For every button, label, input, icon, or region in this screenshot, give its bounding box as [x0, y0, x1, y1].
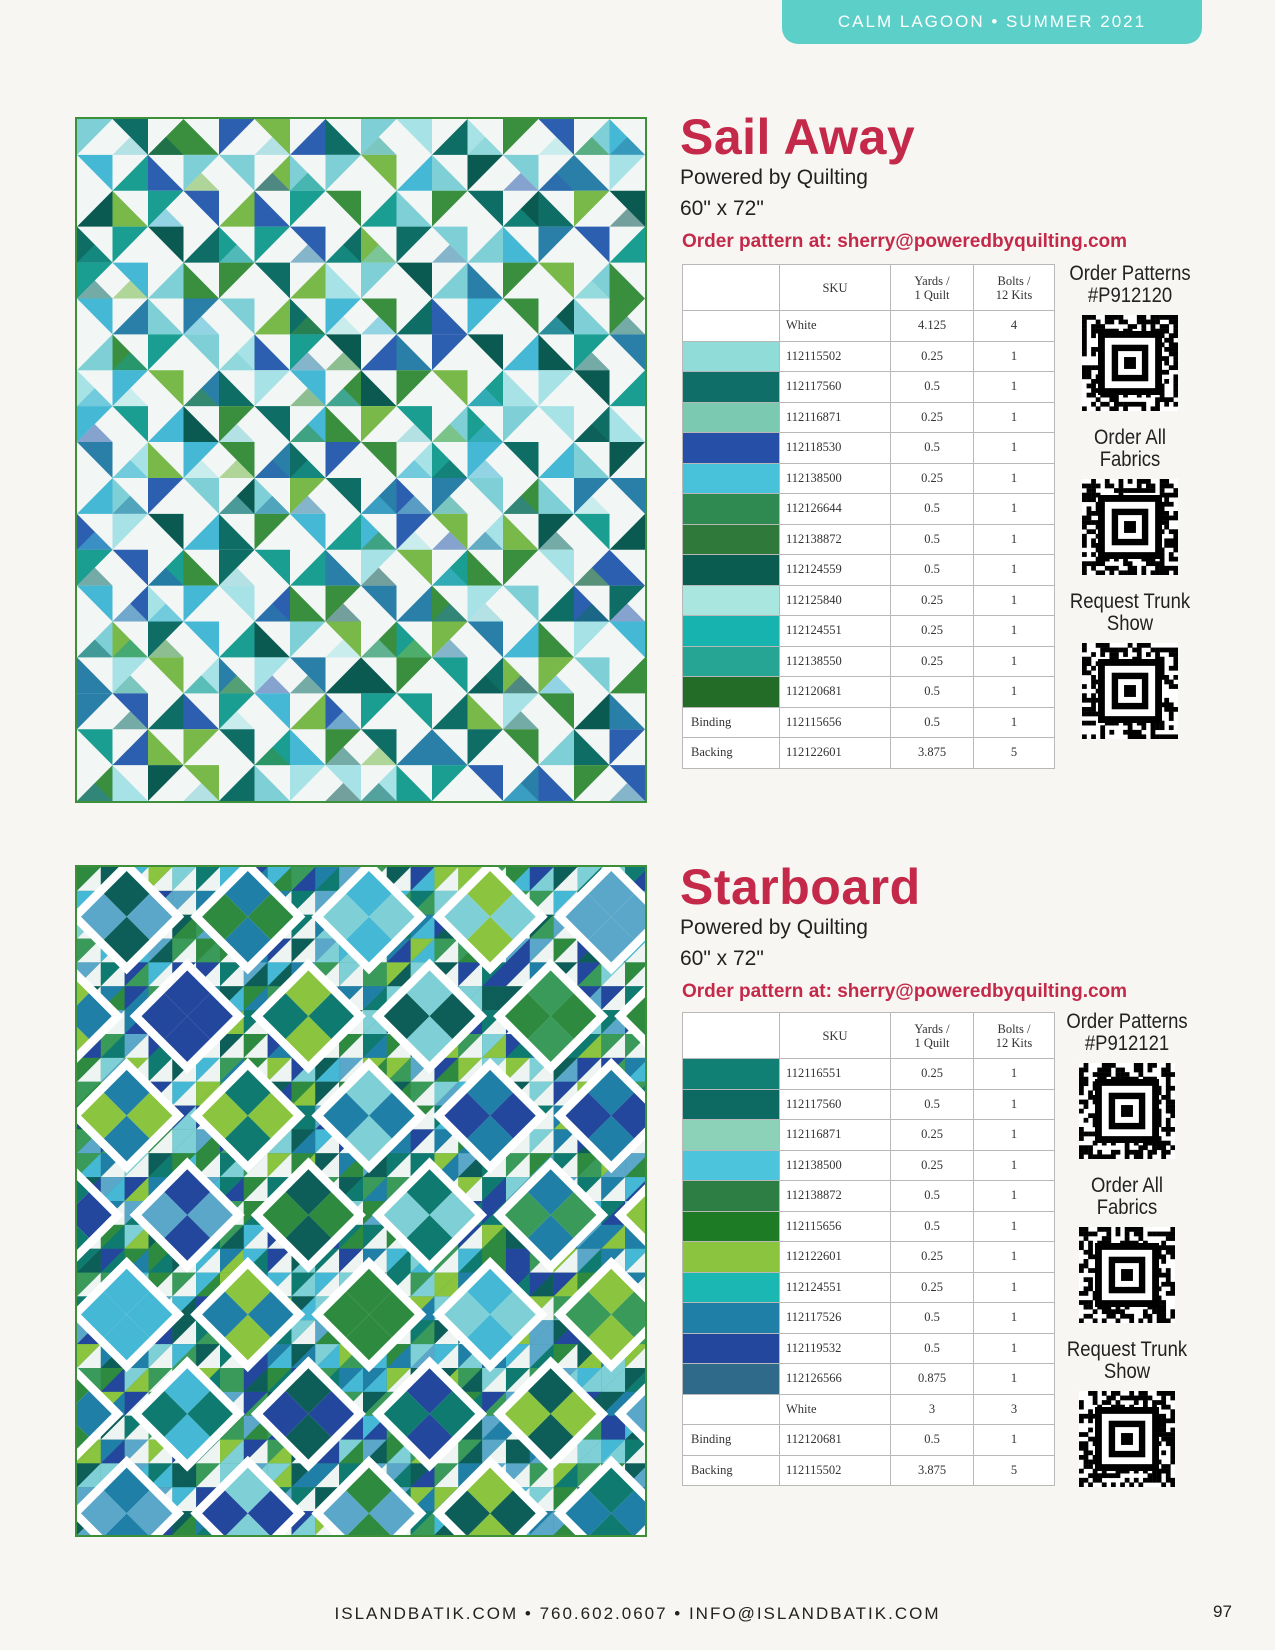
- bolts-cell: 1: [974, 433, 1055, 464]
- fabric-swatch: [683, 341, 780, 372]
- fabric-swatch: [683, 555, 780, 586]
- section-title: Sail Away: [680, 109, 916, 165]
- sku-cell: 112117560: [780, 1089, 891, 1120]
- yards-cell: 0.5: [891, 1211, 974, 1242]
- sku-cell: 112122601: [780, 738, 891, 769]
- yards-header: Yards / 1 Quilt: [891, 265, 974, 311]
- bolts-cell: 1: [974, 677, 1055, 708]
- order-pattern-link[interactable]: Order pattern at: sherry@poweredbyquilting.com: [682, 231, 1128, 252]
- table-row: [683, 1120, 1055, 1151]
- row-label: Binding: [683, 1425, 780, 1456]
- order-patterns-qr-code[interactable]: [1079, 1063, 1175, 1159]
- table-row: [683, 1394, 1055, 1425]
- row-label: Binding: [683, 707, 780, 738]
- bolts-cell: 1: [974, 1211, 1055, 1242]
- catalog-header-text: CALM LAGOON • SUMMER 2021: [837, 12, 1147, 31]
- swatch-header: [683, 265, 780, 311]
- table-row: [683, 1242, 1055, 1273]
- catalog-header-tab: [782, 0, 1202, 44]
- fabric-swatch: [683, 1150, 780, 1181]
- qr-label: Order Patterns #P912120: [1069, 262, 1191, 307]
- qr-label: Order All Fabrics: [1091, 1174, 1163, 1219]
- fabric-swatch: [683, 1394, 780, 1425]
- yards-cell: 4.125: [891, 311, 974, 342]
- table-row: [683, 1181, 1055, 1212]
- qr-column: [1057, 1011, 1197, 1499]
- sku-cell: 112138872: [780, 1181, 891, 1212]
- yards-cell: 3.875: [891, 738, 974, 769]
- bolts-cell: 1: [974, 402, 1055, 433]
- trunk-show-qr-code[interactable]: [1079, 1391, 1175, 1487]
- fabric-swatch: [683, 433, 780, 464]
- bolts-cell: 1: [974, 524, 1055, 555]
- section-title: Starboard: [680, 859, 921, 915]
- table-row: [683, 1150, 1055, 1181]
- yards-cell: 0.5: [891, 1425, 974, 1456]
- bolts-cell: 1: [974, 1425, 1055, 1456]
- yards-cell: 0.875: [891, 1364, 974, 1395]
- table-row: [683, 1272, 1055, 1303]
- yards-cell: 0.25: [891, 402, 974, 433]
- sku-cell: 112125840: [780, 585, 891, 616]
- bolts-cell: 1: [974, 646, 1055, 677]
- table-row: [683, 1303, 1055, 1334]
- fabric-swatch: [683, 372, 780, 403]
- qr-label: Order All Fabrics: [1094, 426, 1166, 471]
- fabric-swatch: [683, 1089, 780, 1120]
- fabric-swatch: [683, 1272, 780, 1303]
- fabric-swatch: [683, 1364, 780, 1395]
- sku-cell: 112126566: [780, 1364, 891, 1395]
- bolts-cell: 1: [974, 1333, 1055, 1364]
- sku-cell: 112116871: [780, 1120, 891, 1151]
- bolts-cell: 4: [974, 311, 1055, 342]
- table-header-row: [683, 265, 1055, 311]
- fabric-swatch: [683, 646, 780, 677]
- table-row: [683, 311, 1055, 342]
- yards-cell: 0.25: [891, 1059, 974, 1090]
- row-label: Backing: [683, 738, 780, 769]
- bolts-cell: 1: [974, 1272, 1055, 1303]
- bolts-header: Bolts / 12 Kits: [974, 265, 1055, 311]
- sku-cell: 112115656: [780, 707, 891, 738]
- table-row: [683, 1364, 1055, 1395]
- yards-cell: 0.25: [891, 1120, 974, 1151]
- bolts-cell: 1: [974, 1303, 1055, 1334]
- table-row: [683, 646, 1055, 677]
- yards-cell: 0.5: [891, 1333, 974, 1364]
- fabric-swatch: [683, 1120, 780, 1151]
- row-label: Backing: [683, 1455, 780, 1486]
- fabric-swatch: [683, 311, 780, 342]
- yards-cell: 0.5: [891, 555, 974, 586]
- sku-header: SKU: [780, 265, 891, 311]
- yards-cell: 0.5: [891, 1303, 974, 1334]
- sku-cell: White: [780, 311, 891, 342]
- fabric-swatch: [683, 1242, 780, 1273]
- sku-cell: 112120681: [780, 1425, 891, 1456]
- yards-cell: 0.25: [891, 1242, 974, 1273]
- bolts-cell: 5: [974, 738, 1055, 769]
- bolts-cell: 1: [974, 1089, 1055, 1120]
- fabric-swatch: [683, 616, 780, 647]
- sku-cell: 112118530: [780, 433, 891, 464]
- fabric-swatch: [683, 1181, 780, 1212]
- yards-cell: 0.25: [891, 646, 974, 677]
- sku-cell: 112124551: [780, 616, 891, 647]
- order-patterns-qr-code[interactable]: [1082, 315, 1178, 411]
- quilt-size: 60" x 72": [680, 197, 764, 220]
- footer-contact: ISLANDBATIK.COM • 760.602.0607 • INFO@ISLANDBATIK.COM: [334, 1604, 941, 1623]
- bolts-header: Bolts / 12 Kits: [974, 1013, 1055, 1059]
- table-row: [683, 1059, 1055, 1090]
- trunk-show-qr-code[interactable]: [1082, 643, 1178, 739]
- yards-cell: 0.5: [891, 677, 974, 708]
- bolts-cell: 1: [974, 1181, 1055, 1212]
- bolts-cell: 1: [974, 1059, 1055, 1090]
- bolts-cell: 1: [974, 1120, 1055, 1151]
- table-row: [683, 402, 1055, 433]
- order-pattern-link[interactable]: Order pattern at: sherry@poweredbyquilting.com: [682, 981, 1128, 1002]
- qr-label: Request Trunk Show: [1069, 590, 1191, 635]
- bolts-cell: 1: [974, 463, 1055, 494]
- bolts-cell: 1: [974, 707, 1055, 738]
- sku-cell: 112126644: [780, 494, 891, 525]
- quilt-size: 60" x 72": [680, 947, 764, 970]
- designer-name: Powered by Quilting: [680, 166, 868, 189]
- table-row: [683, 585, 1055, 616]
- fabric-swatch: [683, 494, 780, 525]
- qr-column: [1060, 263, 1200, 751]
- bolts-cell: 5: [974, 1455, 1055, 1486]
- table-header-row: [683, 1013, 1055, 1059]
- fabric-swatch: [683, 1211, 780, 1242]
- fabric-swatch: [683, 585, 780, 616]
- table-row: [683, 738, 1055, 769]
- yards-cell: 0.5: [891, 1089, 974, 1120]
- sku-cell: 112115502: [780, 1455, 891, 1486]
- sku-cell: 112138550: [780, 646, 891, 677]
- sku-cell: 112116551: [780, 1059, 891, 1090]
- sail-away-quilt-image: [75, 117, 647, 803]
- sku-cell: 112115656: [780, 1211, 891, 1242]
- swatch-header: [683, 1013, 780, 1059]
- table-row: [683, 555, 1055, 586]
- sku-cell: 112122601: [780, 1242, 891, 1273]
- yards-header: Yards / 1 Quilt: [891, 1013, 974, 1059]
- sku-header: SKU: [780, 1013, 891, 1059]
- table-row: [683, 1211, 1055, 1242]
- bolts-cell: 3: [974, 1394, 1055, 1425]
- table-row: [683, 1425, 1055, 1456]
- yards-cell: 0.25: [891, 585, 974, 616]
- fabric-swatch: [683, 1333, 780, 1364]
- yards-cell: 0.5: [891, 433, 974, 464]
- order-fabrics-qr-code[interactable]: [1082, 479, 1178, 575]
- qr-label: Request Trunk Show: [1066, 1338, 1188, 1383]
- qr-label: Order Patterns #P912121: [1066, 1010, 1188, 1055]
- yards-cell: 0.5: [891, 494, 974, 525]
- sku-cell: 112117526: [780, 1303, 891, 1334]
- yards-cell: 0.5: [891, 707, 974, 738]
- bolts-cell: 1: [974, 494, 1055, 525]
- table-row: [683, 463, 1055, 494]
- table-row: [683, 677, 1055, 708]
- table-row: [683, 433, 1055, 464]
- sku-cell: 112138872: [780, 524, 891, 555]
- bolts-cell: 1: [974, 555, 1055, 586]
- yards-cell: 3: [891, 1394, 974, 1425]
- sku-cell: 112120681: [780, 677, 891, 708]
- yards-cell: 0.25: [891, 463, 974, 494]
- yards-cell: 0.5: [891, 1181, 974, 1212]
- page-number: 97: [1213, 1602, 1232, 1621]
- table-row: [683, 494, 1055, 525]
- yards-cell: 0.25: [891, 341, 974, 372]
- sku-cell: 112115502: [780, 341, 891, 372]
- bolts-cell: 1: [974, 1242, 1055, 1273]
- sku-cell: 112117560: [780, 372, 891, 403]
- order-fabrics-qr-code[interactable]: [1079, 1227, 1175, 1323]
- table-row: [683, 1333, 1055, 1364]
- sku-cell: 112116871: [780, 402, 891, 433]
- table-row: [683, 616, 1055, 647]
- fabric-swatch: [683, 1059, 780, 1090]
- table-row: [683, 372, 1055, 403]
- fabric-swatch: [683, 402, 780, 433]
- bolts-cell: 1: [974, 1364, 1055, 1395]
- sku-cell: 112124559: [780, 555, 891, 586]
- yards-cell: 0.25: [891, 1272, 974, 1303]
- fabric-swatch: [683, 524, 780, 555]
- sku-cell: 112119532: [780, 1333, 891, 1364]
- fabric-swatch: [683, 677, 780, 708]
- table-row: [683, 1455, 1055, 1486]
- fabric-swatch: [683, 1303, 780, 1334]
- bolts-cell: 1: [974, 1150, 1055, 1181]
- yards-cell: 0.25: [891, 1150, 974, 1181]
- designer-name: Powered by Quilting: [680, 916, 868, 939]
- bolts-cell: 1: [974, 616, 1055, 647]
- bolts-cell: 1: [974, 341, 1055, 372]
- table-row: [683, 707, 1055, 738]
- starboard-quilt-image: [75, 865, 647, 1537]
- yards-cell: 0.5: [891, 524, 974, 555]
- sku-cell: 112124551: [780, 1272, 891, 1303]
- bolts-cell: 1: [974, 585, 1055, 616]
- fabric-table: [682, 1012, 1055, 1486]
- table-row: [683, 524, 1055, 555]
- bolts-cell: 1: [974, 372, 1055, 403]
- yards-cell: 3.875: [891, 1455, 974, 1486]
- sku-cell: White: [780, 1394, 891, 1425]
- sku-cell: 112138500: [780, 1150, 891, 1181]
- yards-cell: 0.25: [891, 616, 974, 647]
- fabric-swatch: [683, 463, 780, 494]
- sku-cell: 112138500: [780, 463, 891, 494]
- table-row: [683, 341, 1055, 372]
- fabric-table: [682, 264, 1055, 769]
- table-row: [683, 1089, 1055, 1120]
- yards-cell: 0.5: [891, 372, 974, 403]
